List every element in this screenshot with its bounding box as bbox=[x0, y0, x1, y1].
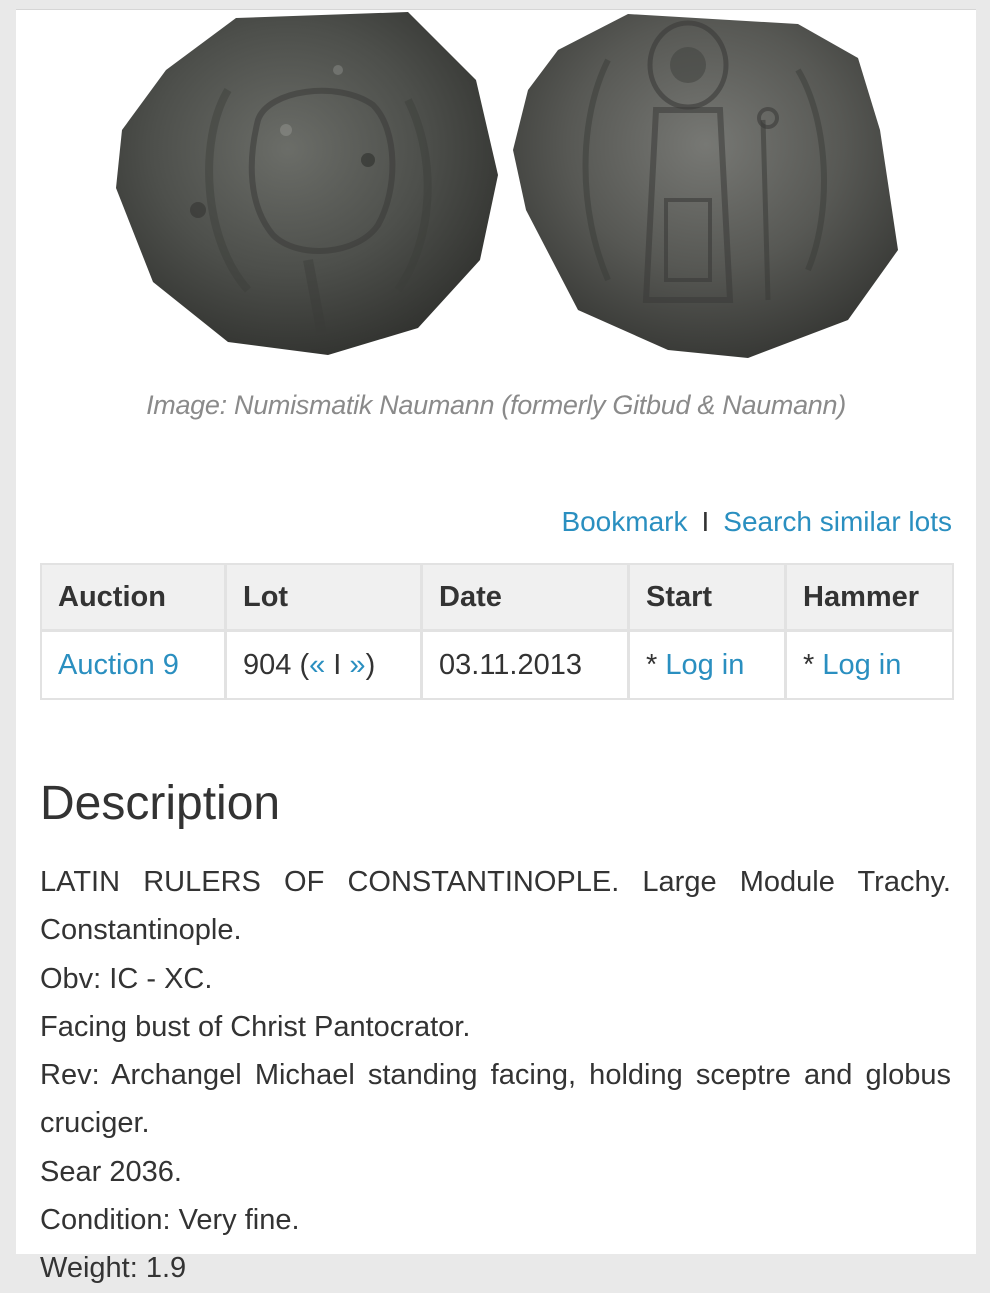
header-hammer: Hammer bbox=[787, 565, 952, 632]
description-heading: Description bbox=[40, 777, 281, 830]
header-start: Start bbox=[630, 565, 787, 632]
actions-separator: I bbox=[701, 506, 710, 537]
cell-auction bbox=[42, 632, 227, 698]
lot-nav-separator: I bbox=[325, 648, 350, 681]
search-similar-lots-link[interactable]: Search similar lots bbox=[723, 506, 952, 537]
cell-start bbox=[630, 632, 787, 698]
header-auction: Auction bbox=[42, 565, 227, 632]
table-row bbox=[42, 632, 952, 698]
previous-lot-link[interactable]: « bbox=[309, 648, 326, 681]
description-line: Sear 2036. bbox=[40, 1155, 182, 1188]
table-header-row bbox=[42, 565, 952, 632]
coin-image[interactable] bbox=[108, 10, 888, 362]
auction-link[interactable]: Auction 9 bbox=[58, 648, 179, 681]
lot-actions bbox=[561, 506, 952, 538]
image-caption: Image: Numismatik Naumann (formerly Gitbud & Naumann) bbox=[146, 390, 846, 420]
description-body bbox=[40, 858, 951, 1293]
bookmark-link[interactable]: Bookmark bbox=[561, 506, 688, 537]
cell-hammer bbox=[787, 632, 952, 698]
lot-number: 904 ( bbox=[243, 648, 310, 681]
description-line: Weight: 1.9 bbox=[40, 1252, 187, 1285]
reverse-coin bbox=[513, 14, 898, 358]
hammer-login-link[interactable]: Log in bbox=[822, 648, 902, 681]
description-line: Condition: Very fine. bbox=[40, 1204, 300, 1237]
header-lot: Lot bbox=[227, 565, 423, 632]
next-lot-link[interactable]: » bbox=[349, 648, 366, 681]
start-asterisk: * bbox=[646, 648, 666, 681]
header-date: Date bbox=[423, 565, 630, 632]
hammer-asterisk: * bbox=[803, 648, 823, 681]
description-line: Obv: IC - XC. bbox=[40, 962, 213, 995]
lot-info-table bbox=[40, 563, 954, 700]
cell-date: 03.11.2013 bbox=[423, 632, 630, 698]
obverse-coin bbox=[116, 12, 498, 355]
lot-page bbox=[16, 9, 976, 1285]
start-login-link[interactable]: Log in bbox=[665, 648, 745, 681]
description-line: Facing bust of Christ Pantocrator. bbox=[40, 1010, 471, 1043]
description-line: Rev: Archangel Michael standing facing, holding sceptre and globus cruciger. bbox=[40, 1059, 951, 1140]
cell-lot bbox=[227, 632, 423, 698]
lot-close-paren: ) bbox=[365, 648, 376, 681]
description-line: LATIN RULERS OF CONSTANTINOPLE. Large Module Trachy. Constantinople. bbox=[40, 866, 951, 947]
